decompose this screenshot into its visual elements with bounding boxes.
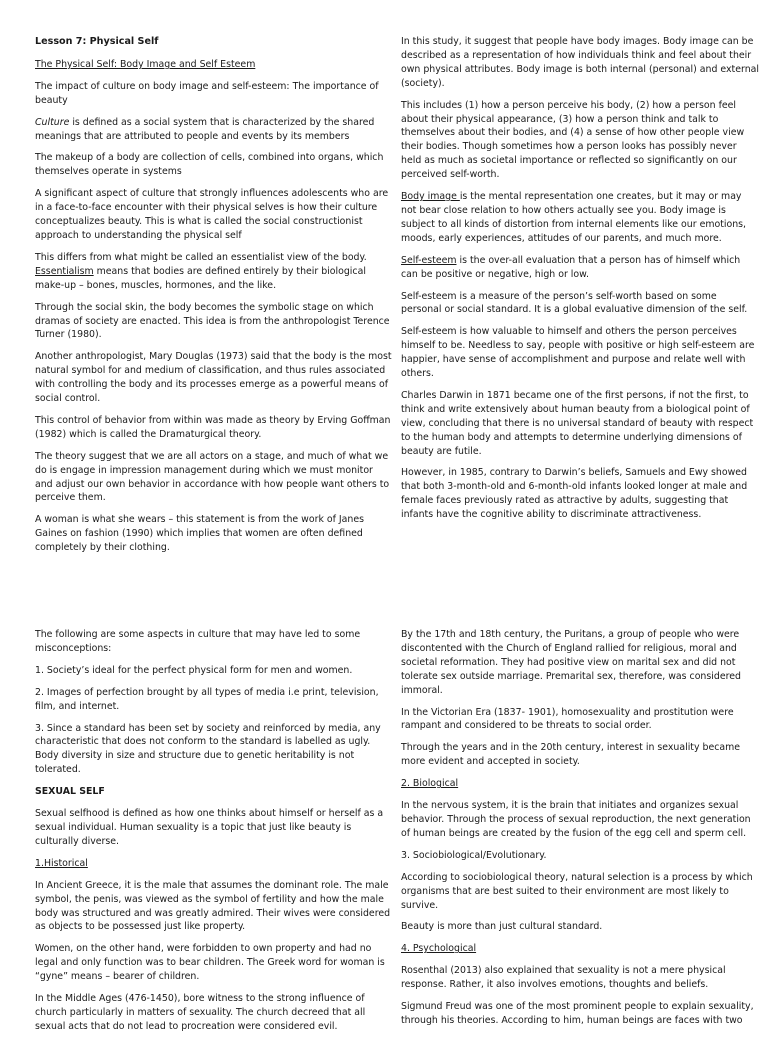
paragraph: Through the years and in the 20th century, interest in sexuality became more evident and accepted in society. (401, 742, 741, 768)
paragraph: According to sociobiological theory, natural selection is a process by which organisms that are best suited to their environment are most likely to survive. (401, 871, 753, 911)
paragraph: In Ancient Greece, it is the male that assumes the dominant role. The male symbol, the penis, was viewed as the symbol of fertility and how the male body was structured and was greatly admired. Their wives were considered as objects to be possessed just like property. (35, 879, 391, 933)
paragraph: Another anthropologist, Mary Douglas (1973) said that the body is the most natural symbol for and medium of classification, and thus rules associated with controlling the body and its processes emerge as a powerful means of social control. (35, 351, 392, 405)
subheading-historical: 1.Historical (35, 857, 88, 869)
lesson-subtitle: The Physical Self: Body Image and Self Esteem (35, 58, 256, 70)
term-self-esteem: Self-esteem (401, 254, 457, 266)
paragraph: The theory suggest that we are all actors on a stage, and much of what we do is engage in impression management during which we must monitor and adjust our own behavior in accordance with how people want others to perceive them. (35, 450, 390, 504)
lesson-title: Lesson 7: Physical Self (35, 36, 159, 47)
paragraph: This includes (1) how a person perceive his body, (2) how a person feel about their physical appearance, (3) how a person think and talk to themselves about their bodies, and (4) a sense of how other people view their bodies. Though sometimes how a person looks has possibly never held as much as societal importance or reflected so significantly on our perceived self-worth. (401, 99, 745, 181)
paragraph-body-image (401, 190, 759, 246)
paragraph: 3. Sociobiological/Evolutionary. (401, 849, 547, 861)
subheading-biological: 2. Biological (401, 778, 459, 790)
paragraph: Charles Darwin in 1871 became one of the first persons, if not the first, to think and write extensively about human beauty from a biological point of view, concluding that there is no universal standard of beauty with respect to the human body and attempts to determine underlying dimensions of beauty are futile. (401, 389, 754, 457)
paragraph: Sigmund Freud was one of the most prominent people to explain sexuality, through his theories. According to him, human beings are faces with two (401, 1001, 754, 1026)
paragraph: A significant aspect of culture that strongly influences adolescents who are in a face-to-face encounter with their physical selves is how their culture conceptualizes beauty. This is what is called the social constructionist approach to understanding the physical self (35, 188, 389, 241)
paragraph: This control of behavior from within was made as theory by Erving Goffman (1982) which is called the Dramaturgical theory. (35, 414, 391, 440)
paragraph: However, in 1985, contrary to Darwin’s beliefs, Samuels and Ewy showed that both 3-month-old and 6-month-old infants looked longer at male and female faces previously rated as attractive by adults, suggesting that infants have the cognitive ability to discriminate attractiveness. (401, 467, 748, 521)
paragraph: In the nervous system, it is the brain that initiates and organizes sexual behavior. Through the process of sexual reproduction, the next generation of human beings are created by the fusion of the egg cell and sperm cell. (401, 800, 751, 839)
page2-left-column (35, 628, 393, 1042)
paragraph: Women, on the other hand, were forbidden to own property and had no legal and only function was to bear children. The Greek word for woman is “gyne” means – bearer of children. (35, 943, 385, 983)
paragraph: The makeup of a body are collection of cells, combined into organs, which themselves operate in systems (35, 152, 384, 178)
definition-text: means that bodies are defined entirely by their biological make-up – bones, muscles, hormones, and the like. (35, 265, 366, 291)
paragraph-essentialism (35, 251, 393, 293)
page1-right-column (401, 35, 759, 530)
subheading-psychological: 4. Psychological (401, 943, 477, 955)
paragraph: In the Victorian Era (1837- 1901), homosexuality and prostitution were rampant and considered to be threats to social order. (401, 706, 734, 732)
definition-text: is the mental representation one creates, but it may or may not bear close relation to how others actually see you. Body image is subject to all kinds of distortion from internal elements like our emotions, moods, early experiences, attitudes of our parents, and much more. (401, 191, 747, 244)
paragraph: Beauty is more than just cultural standard. (401, 921, 603, 933)
list-item: 2. Images of perfection brought by all types of media i.e print, television, film, and internet. (35, 686, 379, 712)
term-culture: Culture (35, 116, 70, 128)
paragraph: Rosenthal (2013) also explained that sexuality is not a mere physical response. Rather, it also involves emotions, thoughts and beliefs. (401, 965, 726, 991)
paragraph-culture-definition (35, 116, 393, 144)
paragraph: Sexual selfhood is defined as how one thinks about himself or herself as a sexual individual. Human sexuality is a topic that just like beauty is culturally diverse. (35, 808, 384, 847)
paragraph: By the 17th and 18th century, the Puritans, a group of people who were discontented with the Church of England rallied for religious, moral and societal reformation. They had positive view on marital sex and did not tolerate sex outside marriage. Premarital sex, therefore, was considered immoral. (401, 629, 741, 696)
paragraph: Self-esteem is a measure of the person’s self-worth based on some personal or social standard. It is a global evaluative dimension of the self. (401, 290, 748, 316)
paragraph-self-esteem (401, 254, 759, 282)
definition-text: is defined as a social system that is characterized by the shared meanings that are attributed to people and events by its members (35, 116, 375, 142)
paragraph: Through the social skin, the body becomes the symbolic stage on which dramas of society are enacted. This idea is from the anthropologist Terence Turner (1980). (35, 301, 390, 341)
paragraph: A woman is what she wears – this statement is from the work of Janes Gaines on fashion (1990) which implies that women are often defined completely by their clothing. (35, 514, 364, 554)
paragraph: In the Middle Ages (476-1450), bore witness to the strong influence of church particularly in matters of sexuality. The church decreed that all sexual acts that do not lead to procreation were considered evil. (35, 993, 366, 1032)
paragraph: Self-esteem is how valuable to himself and others the person perceives himself to be. Needless to say, people with positive or high self-esteem are happier, have sense of accomplishment and purpose and relate well with others. (401, 326, 755, 380)
definition-text: is the over-all evaluation that a person has of himself which can be positive or negative, high or low. (401, 254, 741, 280)
list-item: 1. Society’s ideal for the perfect physical form for men and women. (35, 664, 353, 676)
term-essentialism: Essentialism (35, 265, 94, 277)
paragraph: The following are some aspects in culture that may have led to some misconceptions: (35, 629, 361, 654)
section-heading-sexual-self: SEXUAL SELF (35, 786, 105, 798)
paragraph: In this study, it suggest that people have body images. Body image can be described as a representation of how individuals think and feel about their own physical attributes. Body image is both internal (personal) and external (society). (401, 36, 759, 89)
paragraph: The impact of culture on body image and self-esteem: The importance of beauty (35, 80, 379, 106)
page2-right-column (401, 628, 759, 1036)
term-body-image: Body image (401, 191, 460, 203)
list-item: 3. Since a standard has been set by society and reinforced by media, any characteristic that does not conform to the standard is labelled as ugly. Body diversity in size and structure due to genetic heritability is not tolerated. (35, 722, 381, 776)
intro-text: This differs from what might be called an essentialist view of the body. (35, 251, 367, 263)
page1-left-column (35, 35, 393, 563)
